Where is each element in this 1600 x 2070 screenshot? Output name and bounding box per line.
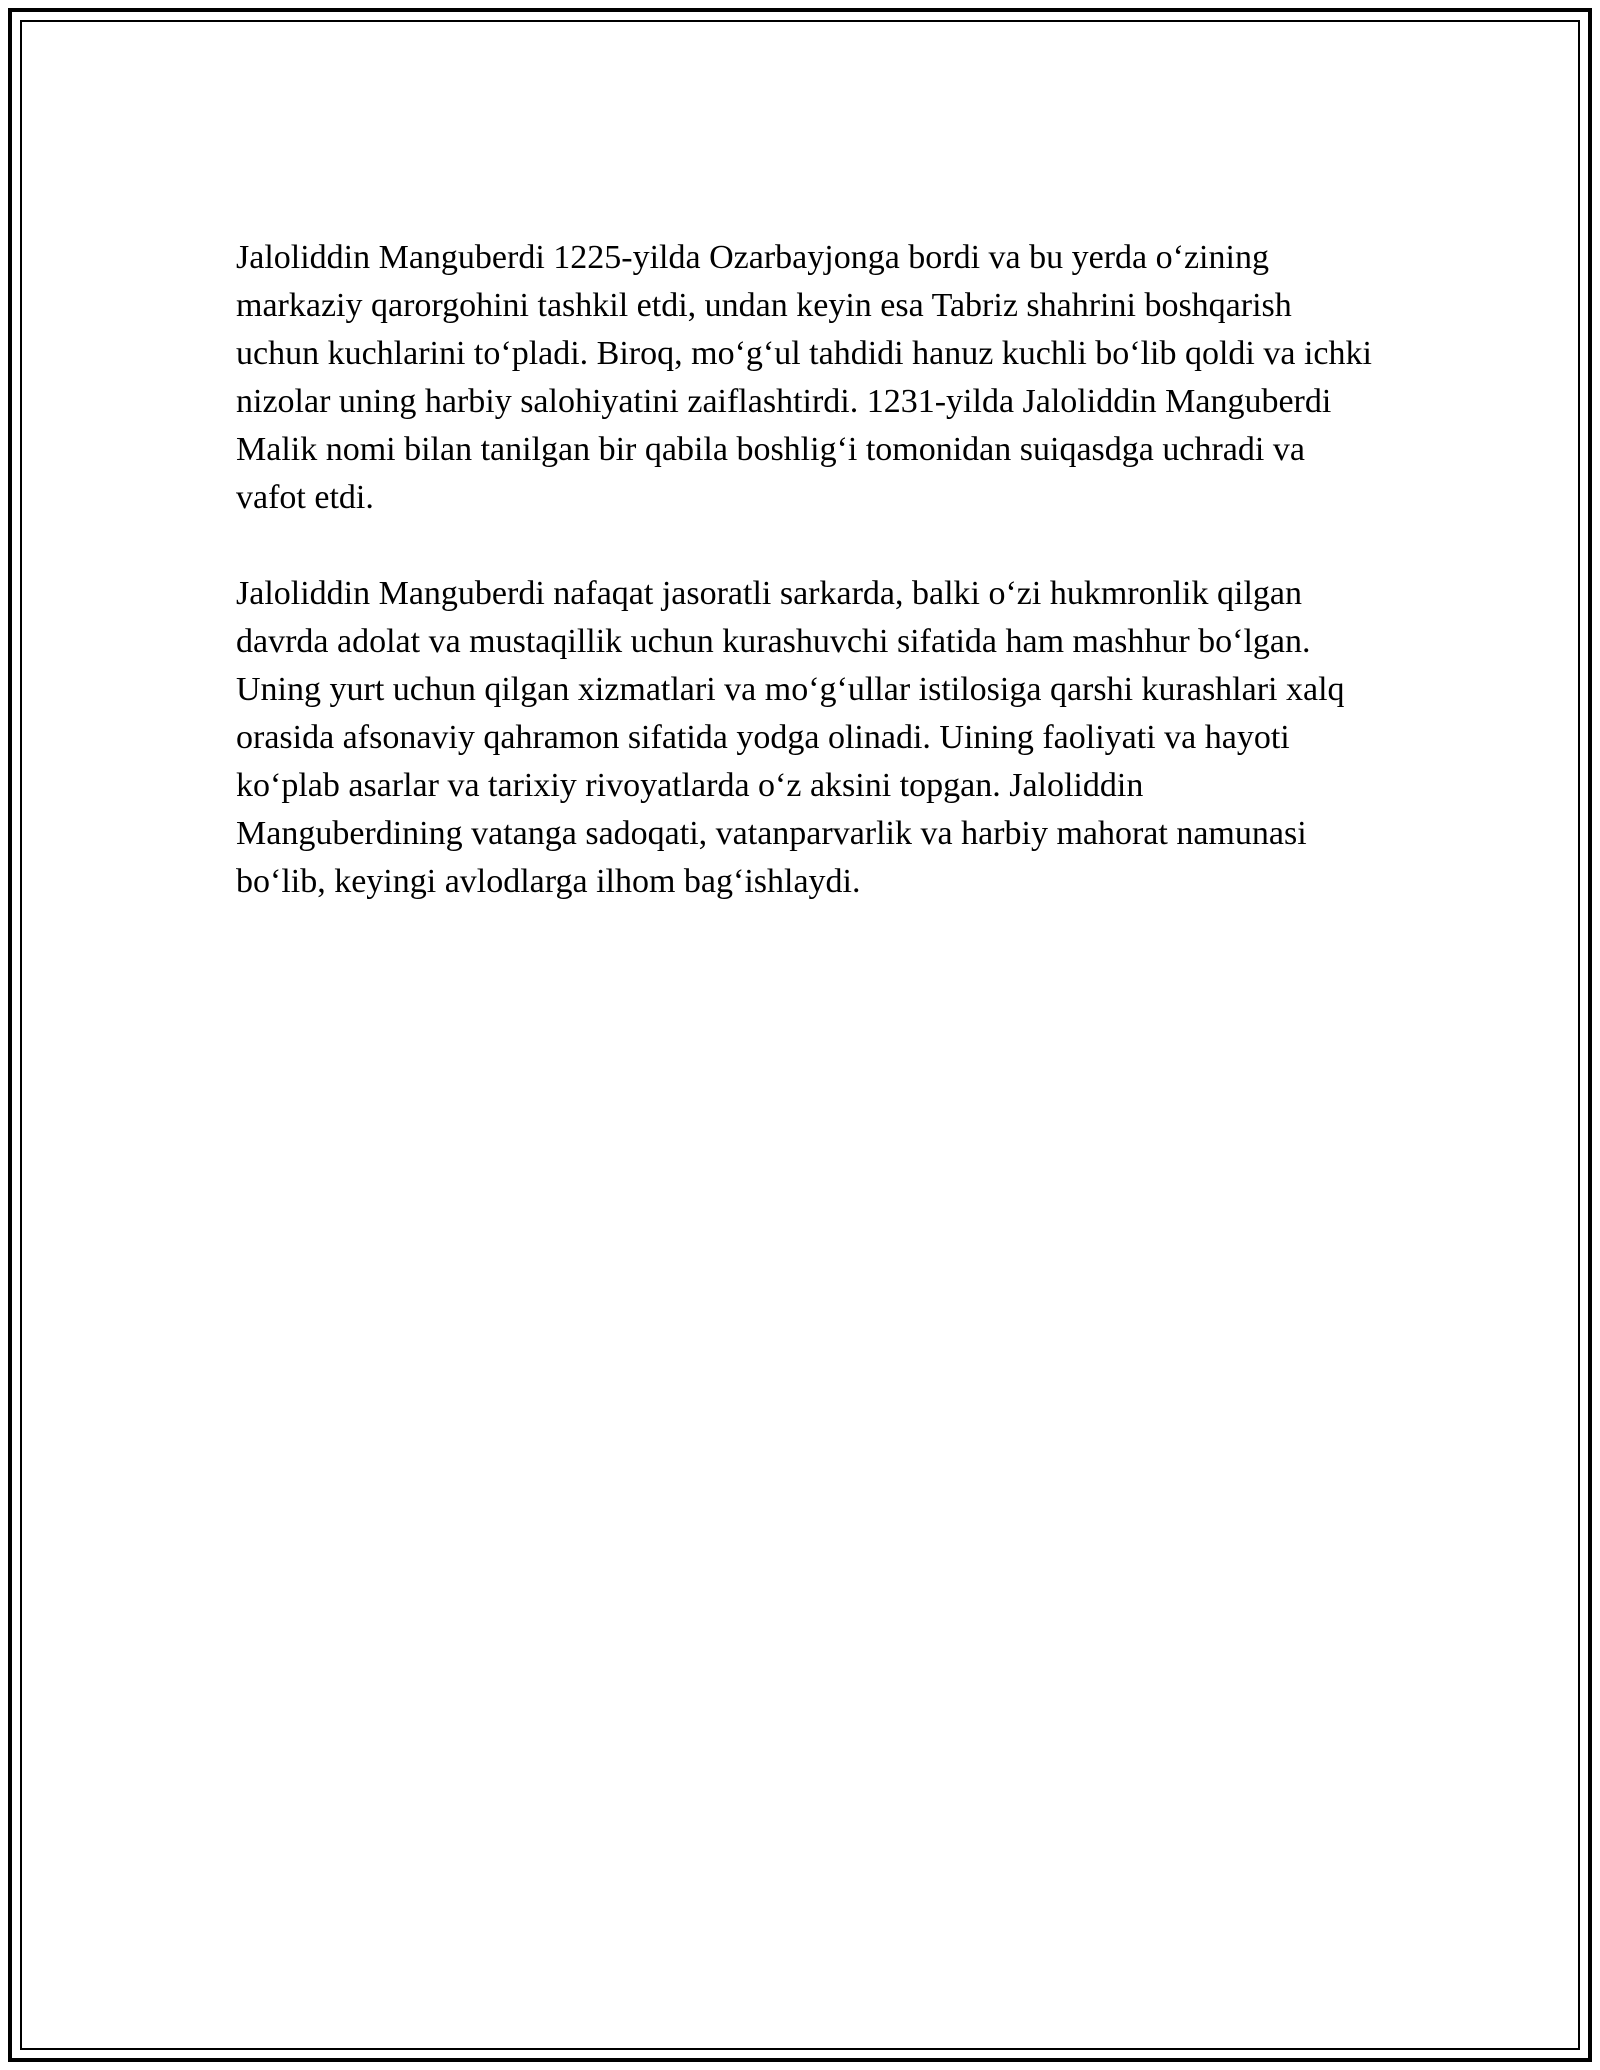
paragraph-1: Jaloliddin Manguberdi 1225-yilda Ozarbayjonga bordi va bu yerda o‘zining markaziy qarorgohini tashkil etdi, undan keyin esa Tabriz shahrini boshqarish uchun kuchlarini to‘pladi. Biroq, mo‘g‘ul tahdidi hanuz kuchli bo‘lib qoldi va ichki nizolar uning harbiy salohiyatini zaiflashtirdi. 1231-yilda Jaloliddin Manguberdi Malik nomi bilan tanilgan bir qabila boshlig‘i tomonidan suiqasdga uchradi va vafot etdi.	[236, 239, 1372, 516]
paragraph-2: Jaloliddin Manguberdi nafaqat jasoratli sarkarda, balki o‘zi hukmronlik qilgan davrda adolat va mustaqillik uchun kurashuvchi sifatida ham mashhur bo‘lgan. Uning yurt uchun qilgan xizmatlari va mo‘g‘ullar istilosiga qarshi kurashlari xalq orasida afsonaviy qahramon sifatida yodga olinadi. Uining faoliyati va hayoti ko‘plab asarlar va tarixiy rivoyatlarda o‘z aksini topgan. Jaloliddin Manguberdining vatanga sadoqati, vatanparvarlik va harbiy mahorat namunasi bo‘lib, keyingi avlodlarga ilhom bag‘ishlaydi.	[236, 575, 1345, 900]
document-body	[236, 234, 1376, 954]
